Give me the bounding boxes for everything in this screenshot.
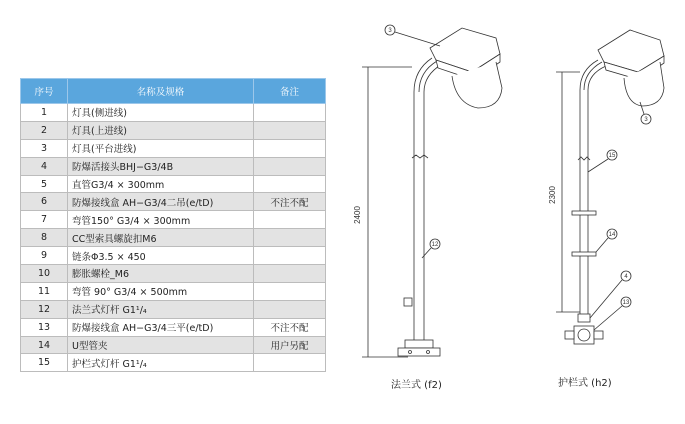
header-name: 名称及规格 <box>68 79 254 104</box>
row-no: 15 <box>21 354 68 372</box>
row-no: 12 <box>21 300 68 318</box>
guardrail-height-dim: 2300 <box>548 186 557 204</box>
callout-right-15: 15 <box>608 153 616 159</box>
row-name: U型管夹 <box>68 336 254 354</box>
row-no: 10 <box>21 265 68 283</box>
row-no: 13 <box>21 318 68 336</box>
row-no: 4 <box>21 157 68 175</box>
row-no: 14 <box>21 336 68 354</box>
row-name: 弯管 90° G3/4 × 500mm <box>68 282 254 300</box>
row-name: 灯具(上进线) <box>68 121 254 139</box>
row-name: 防爆接线盒 AH−G3/4三平(e/tD) <box>68 318 254 336</box>
callout-right-13: 13 <box>622 300 630 306</box>
row-no: 11 <box>21 282 68 300</box>
guardrail-caption: 护栏式 (h2) <box>558 378 612 389</box>
row-no: 2 <box>21 121 68 139</box>
row-remark: 不注不配 <box>254 318 326 336</box>
callout-left-3: 3 <box>388 28 392 34</box>
header-remark: 备注 <box>254 79 326 104</box>
guardrail-fixture-drawing <box>556 30 664 344</box>
row-name: 护栏式灯杆 G1¹/₄ <box>68 354 254 372</box>
flange-fixture-drawing <box>362 25 502 357</box>
callout-right-14: 14 <box>608 232 616 238</box>
flange-caption: 法兰式 (f2) <box>391 380 442 391</box>
row-remark: 用户另配 <box>254 336 326 354</box>
row-remark: 不注不配 <box>254 193 326 211</box>
row-name: 灯具(侧进线) <box>68 104 254 122</box>
row-no: 9 <box>21 247 68 265</box>
row-name: 灯具(平台进线) <box>68 139 254 157</box>
callout-right-3: 3 <box>644 117 648 123</box>
row-name: CC型索具螺旋扣M6 <box>68 229 254 247</box>
callout-right-4: 4 <box>624 274 628 280</box>
row-no: 8 <box>21 229 68 247</box>
row-no: 7 <box>21 211 68 229</box>
row-no: 3 <box>21 139 68 157</box>
row-name: 弯管150° G3/4 × 300mm <box>68 211 254 229</box>
row-no: 1 <box>21 104 68 122</box>
row-name: 膨胀螺栓_M6 <box>68 265 254 283</box>
row-no: 5 <box>21 175 68 193</box>
row-name: 防爆接线盒 AH−G3/4二吊(e/tD) <box>68 193 254 211</box>
row-no: 6 <box>21 193 68 211</box>
header-no: 序号 <box>21 79 68 104</box>
row-name: 直管G3/4 × 300mm <box>68 175 254 193</box>
flange-height-dim: 2400 <box>353 206 362 224</box>
row-name: 链条Φ3.5 × 450 <box>68 247 254 265</box>
row-name: 防爆活接头BHJ−G3/4B <box>68 157 254 175</box>
row-name: 法兰式灯杆 G1¹/₄ <box>68 300 254 318</box>
callout-left-12: 12 <box>431 242 439 248</box>
